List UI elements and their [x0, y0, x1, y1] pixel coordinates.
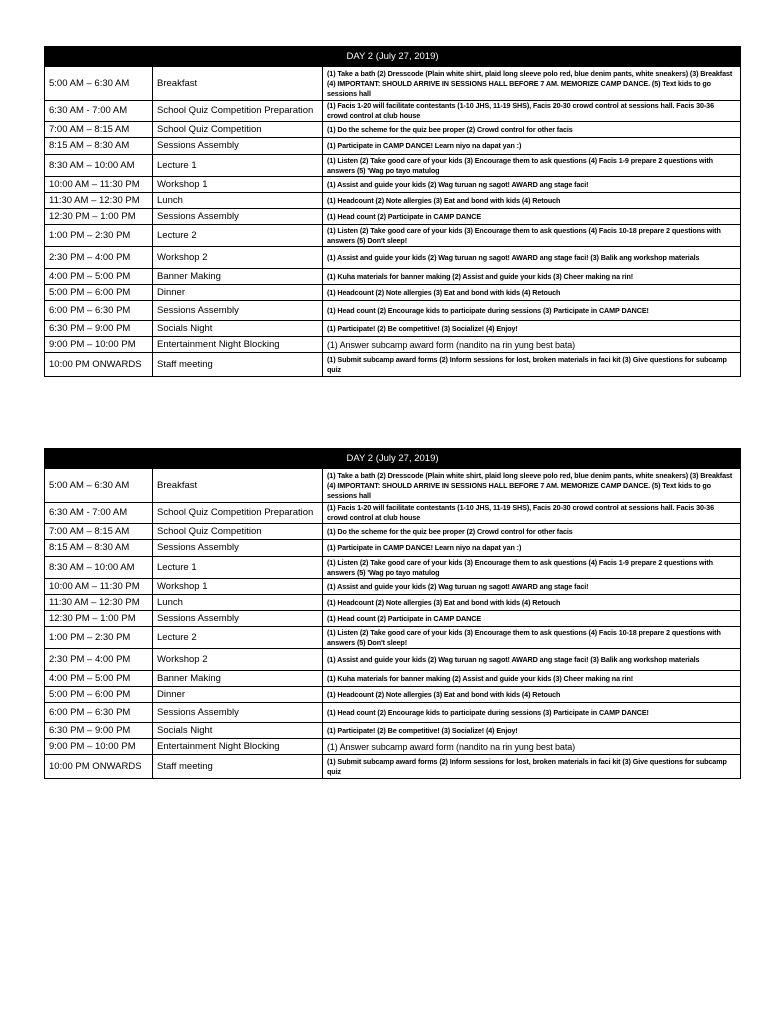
activity-cell: Sessions Assembly — [153, 611, 323, 627]
notes-cell: (1) Head count (2) Encourage kids to participate during sessions (3) Participate in CAMP DANCE! — [323, 301, 741, 321]
time-cell: 12:30 PM – 1:00 PM — [45, 611, 153, 627]
activity-cell: Sessions Assembly — [153, 703, 323, 723]
time-cell: 8:30 AM – 10:00 AM — [45, 155, 153, 177]
activity-cell: Lecture 2 — [153, 627, 323, 649]
time-cell: 6:00 PM – 6:30 PM — [45, 703, 153, 723]
activity-cell: Dinner — [153, 285, 323, 301]
activity-cell: Sessions Assembly — [153, 209, 323, 225]
table-row — [45, 703, 741, 723]
time-cell: 7:00 AM – 8:15 AM — [45, 122, 153, 138]
table-row — [45, 503, 741, 524]
time-cell: 9:00 PM – 10:00 PM — [45, 337, 153, 353]
table-row — [45, 611, 741, 627]
activity-cell: Workshop 1 — [153, 579, 323, 595]
notes-cell: (1) Do the scheme for the quiz bee proper (2) Crowd control for other facis — [323, 524, 741, 540]
activity-cell: School Quiz Competition Preparation — [153, 101, 323, 122]
notes-cell: (1) Participate! (2) Be competitive! (3) Socialize! (4) Enjoy! — [323, 321, 741, 337]
table-row — [45, 122, 741, 138]
activity-cell: Lecture 2 — [153, 225, 323, 247]
table-row — [45, 524, 741, 540]
activity-cell: Staff meeting — [153, 755, 323, 779]
time-cell: 6:30 AM - 7:00 AM — [45, 503, 153, 524]
activity-cell: Staff meeting — [153, 353, 323, 377]
notes-cell: (1) Facis 1-20 will facilitate contestants (1-10 JHS, 11-19 SHS), Facis 20-30 crowd control at sessions hall. Facis 30-36 crowd control at club house — [323, 503, 741, 524]
activity-cell: Breakfast — [153, 67, 323, 101]
notes-cell: (1) Headcount (2) Note allergies (3) Eat and bond with kids (4) Retouch — [323, 285, 741, 301]
activity-cell: Dinner — [153, 687, 323, 703]
table-row — [45, 671, 741, 687]
activity-cell: School Quiz Competition — [153, 122, 323, 138]
time-cell: 4:00 PM – 5:00 PM — [45, 269, 153, 285]
time-cell: 9:00 PM – 10:00 PM — [45, 739, 153, 755]
table-row — [45, 687, 741, 703]
time-cell: 8:30 AM – 10:00 AM — [45, 557, 153, 579]
time-cell: 1:00 PM – 2:30 PM — [45, 627, 153, 649]
table-row — [45, 285, 741, 301]
notes-cell: (1) Headcount (2) Note allergies (3) Eat and bond with kids (4) Retouch — [323, 595, 741, 611]
notes-cell: (1) Submit subcamp award forms (2) Inform sessions for lost, broken materials in faci kit (3) Give questions for subcamp quiz — [323, 353, 741, 377]
time-cell: 5:00 AM – 6:30 AM — [45, 67, 153, 101]
table-row — [45, 138, 741, 155]
activity-cell: Breakfast — [153, 469, 323, 503]
time-cell: 10:00 AM – 11:30 PM — [45, 579, 153, 595]
notes-cell: (1) Assist and guide your kids (2) Wag turuan ng sagot! AWARD ang stage faci! (3) Balik ang workshop materials — [323, 649, 741, 671]
notes-cell: (1) Participate in CAMP DANCE! Learn niyo na dapat yan :) — [323, 138, 741, 155]
table-row — [45, 723, 741, 739]
notes-cell: (1) Listen (2) Take good care of your kids (3) Encourage them to ask questions (4) Facis 10-18 prepare 2 questions with answers (5) Don't sleep! — [323, 225, 741, 247]
notes-cell: (1) Answer subcamp award form (nandito na rin yung best bata) — [323, 337, 741, 353]
schedule-table — [44, 448, 741, 779]
table-row — [45, 321, 741, 337]
table-row — [45, 269, 741, 285]
activity-cell: Banner Making — [153, 671, 323, 687]
table-row — [45, 301, 741, 321]
notes-cell: (1) Submit subcamp award forms (2) Inform sessions for lost, broken materials in faci kit (3) Give questions for subcamp quiz — [323, 755, 741, 779]
notes-cell: (1) Assist and guide your kids (2) Wag turuan ng sagot! AWARD ang stage faci! — [323, 177, 741, 193]
activity-cell: Entertainment Night Blocking — [153, 739, 323, 755]
activity-cell: Sessions Assembly — [153, 540, 323, 557]
activity-cell: Lecture 1 — [153, 557, 323, 579]
notes-cell: (1) Listen (2) Take good care of your kids (3) Encourage them to ask questions (4) Facis 1-9 prepare 2 questions with answers (5) 'Wag po tayo matulog — [323, 155, 741, 177]
table-row — [45, 247, 741, 269]
time-cell: 2:30 PM – 4:00 PM — [45, 247, 153, 269]
time-cell: 6:30 PM – 9:00 PM — [45, 723, 153, 739]
time-cell: 12:30 PM – 1:00 PM — [45, 209, 153, 225]
notes-cell: (1) Kuha materials for banner making (2) Assist and guide your kids (3) Cheer making na rin! — [323, 671, 741, 687]
notes-cell: (1) Listen (2) Take good care of your kids (3) Encourage them to ask questions (4) Facis 10-18 prepare 2 questions with answers (5) Don't sleep! — [323, 627, 741, 649]
table-row — [45, 225, 741, 247]
time-cell: 6:30 AM - 7:00 AM — [45, 101, 153, 122]
activity-cell: Banner Making — [153, 269, 323, 285]
table-row — [45, 337, 741, 353]
time-cell: 8:15 AM – 8:30 AM — [45, 540, 153, 557]
table-row — [45, 469, 741, 503]
notes-cell: (1) Do the scheme for the quiz bee proper (2) Crowd control for other facis — [323, 122, 741, 138]
activity-cell: Lunch — [153, 193, 323, 209]
activity-cell: Entertainment Night Blocking — [153, 337, 323, 353]
table-row — [45, 755, 741, 779]
time-cell: 7:00 AM – 8:15 AM — [45, 524, 153, 540]
notes-cell: (1) Participate in CAMP DANCE! Learn niyo na dapat yan :) — [323, 540, 741, 557]
activity-cell: Lecture 1 — [153, 155, 323, 177]
activity-cell: Workshop 2 — [153, 247, 323, 269]
activity-cell: Socials Night — [153, 321, 323, 337]
table-row — [45, 209, 741, 225]
activity-cell: Lunch — [153, 595, 323, 611]
notes-cell: (1) Head count (2) Encourage kids to participate during sessions (3) Participate in CAMP DANCE! — [323, 703, 741, 723]
table-row — [45, 67, 741, 101]
activity-cell: School Quiz Competition — [153, 524, 323, 540]
notes-cell: (1) Answer subcamp award form (nandito na rin yung best bata) — [323, 739, 741, 755]
time-cell: 5:00 PM – 6:00 PM — [45, 687, 153, 703]
schedule-table — [44, 46, 741, 377]
activity-cell: Sessions Assembly — [153, 138, 323, 155]
notes-cell: (1) Participate! (2) Be competitive! (3) Socialize! (4) Enjoy! — [323, 723, 741, 739]
notes-cell: (1) Head count (2) Participate in CAMP DANCE — [323, 611, 741, 627]
activity-cell: Sessions Assembly — [153, 301, 323, 321]
table-row — [45, 557, 741, 579]
notes-cell: (1) Take a bath (2) Dresscode (Plain white shirt, plaid long sleeve polo red, blue denim pants, white sneakers) (3) Breakfast (4) IMPORTANT: SHOULD ARRIVE IN SESSIONS HALL BEFORE 7 AM. MEMORIZE CAMP DANCE. (5) Text kids to go sessions hall — [323, 469, 741, 503]
table-header: DAY 2 (July 27, 2019) — [45, 47, 741, 67]
activity-cell: Workshop 1 — [153, 177, 323, 193]
notes-cell: (1) Facis 1-20 will facilitate contestants (1-10 JHS, 11-19 SHS), Facis 20-30 crowd control at sessions hall. Facis 30-36 crowd control at club house — [323, 101, 741, 122]
notes-cell: (1) Headcount (2) Note allergies (3) Eat and bond with kids (4) Retouch — [323, 193, 741, 209]
notes-cell: (1) Head count (2) Participate in CAMP DANCE — [323, 209, 741, 225]
notes-cell: (1) Assist and guide your kids (2) Wag turuan ng sagot! AWARD ang stage faci! (3) Balik ang workshop materials — [323, 247, 741, 269]
time-cell: 6:00 PM – 6:30 PM — [45, 301, 153, 321]
table-row — [45, 739, 741, 755]
table-row — [45, 595, 741, 611]
time-cell: 5:00 AM – 6:30 AM — [45, 469, 153, 503]
time-cell: 1:00 PM – 2:30 PM — [45, 225, 153, 247]
time-cell: 8:15 AM – 8:30 AM — [45, 138, 153, 155]
table-row — [45, 649, 741, 671]
time-cell: 10:00 PM ONWARDS — [45, 353, 153, 377]
table-row — [45, 193, 741, 209]
table-row — [45, 353, 741, 377]
notes-cell: (1) Headcount (2) Note allergies (3) Eat and bond with kids (4) Retouch — [323, 687, 741, 703]
table-row — [45, 101, 741, 122]
activity-cell: Workshop 2 — [153, 649, 323, 671]
activity-cell: School Quiz Competition Preparation — [153, 503, 323, 524]
time-cell: 11:30 AM – 12:30 PM — [45, 193, 153, 209]
time-cell: 10:00 PM ONWARDS — [45, 755, 153, 779]
notes-cell: (1) Take a bath (2) Dresscode (Plain white shirt, plaid long sleeve polo red, blue denim pants, white sneakers) (3) Breakfast (4) IMPORTANT: SHOULD ARRIVE IN SESSIONS HALL BEFORE 7 AM. MEMORIZE CAMP DANCE. (5) Text kids to go sessions hall — [323, 67, 741, 101]
table-row — [45, 579, 741, 595]
table-row — [45, 627, 741, 649]
time-cell: 4:00 PM – 5:00 PM — [45, 671, 153, 687]
time-cell: 5:00 PM – 6:00 PM — [45, 285, 153, 301]
notes-cell: (1) Assist and guide your kids (2) Wag turuan ng sagot! AWARD ang stage faci! — [323, 579, 741, 595]
time-cell: 11:30 AM – 12:30 PM — [45, 595, 153, 611]
time-cell: 6:30 PM – 9:00 PM — [45, 321, 153, 337]
table-header: DAY 2 (July 27, 2019) — [45, 449, 741, 469]
activity-cell: Socials Night — [153, 723, 323, 739]
notes-cell: (1) Listen (2) Take good care of your kids (3) Encourage them to ask questions (4) Facis 1-9 prepare 2 questions with answers (5) 'Wag po tayo matulog — [323, 557, 741, 579]
table-row — [45, 540, 741, 557]
table-row — [45, 155, 741, 177]
time-cell: 10:00 AM – 11:30 PM — [45, 177, 153, 193]
time-cell: 2:30 PM – 4:00 PM — [45, 649, 153, 671]
notes-cell: (1) Kuha materials for banner making (2) Assist and guide your kids (3) Cheer making na rin! — [323, 269, 741, 285]
table-row — [45, 177, 741, 193]
